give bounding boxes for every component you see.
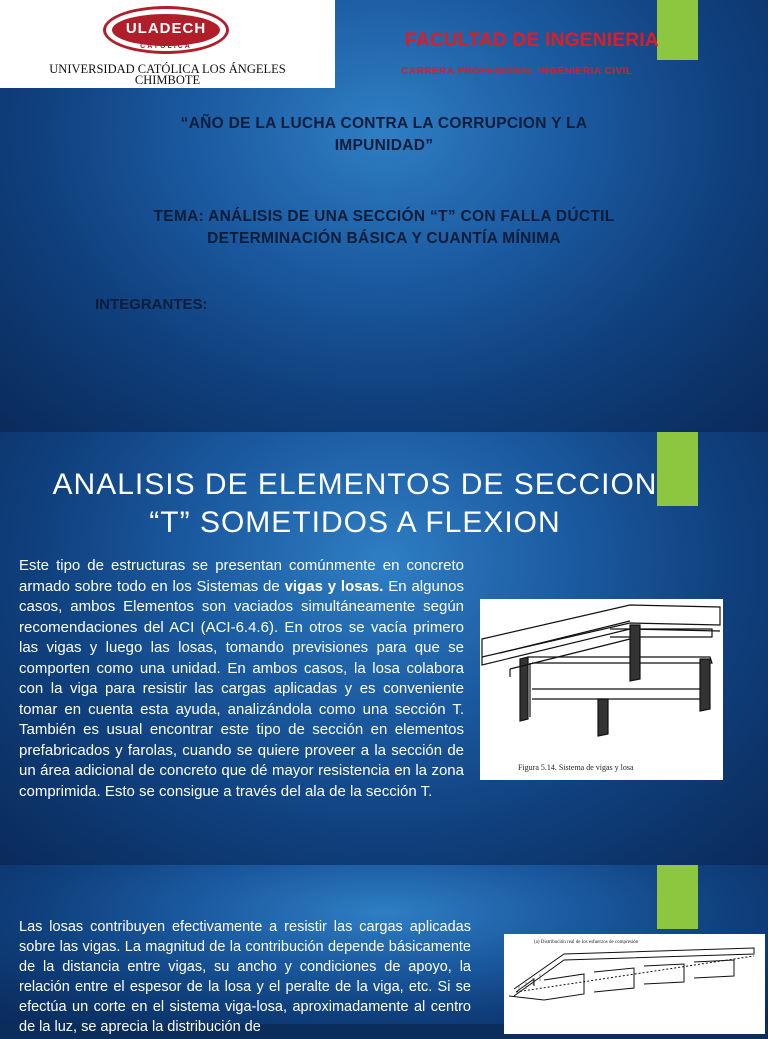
body-paragraph: Las losas contribuyen efectivamente a resistir las cargas aplicadas sobre las vigas. La magnitud de la contribución depende básicamente de la distancia entre vigas, su ancho y condiciones de apoyo, la relación entre el espesor de la losa y el peralte de la viga, etc. Si se efectúa un corte en el sistema viga-losa, aproximadamente al centro de la luz, se aprecia la distribución de (19, 919, 471, 1035)
logo-subtext: CATÓLICA (140, 43, 192, 50)
figure-caption: (a) Distribución real de los esfuerzos de compresión (534, 940, 639, 945)
content-slide-2 (0, 865, 768, 1035)
content-slide-1 (0, 432, 768, 865)
title-slide (0, 0, 768, 432)
logo-text: ULADECH (125, 20, 207, 37)
body-paragraph: Este tipo de estructuras se presentan comúnmente en concreto armado sobre todo en los Sistemas de vigas y losas. En algunos casos, ambos Elementos son vaciados simultáneamente según recomendaciones del ACI (ACI-6.4.6). En otros se vacía primero las vigas y luego las losas, tomando previsiones para que se comporten como una unidad. En ambos casos, la losa colabora con la viga para resistir las cargas aplicadas y es conveniente tomar en cuenta esta ayuda, analizándola como una sección T. También es usual encontrar este tipo de sección en elementos prefabricados y farolas, cuando se quiere proveer a la sección de un área adicional de concreto que dé mayor resistencia en la zona comprimida. Esto se consigue a través del ala de la sección T. (19, 557, 464, 800)
slide-title: ANALISIS DE ELEMENTOS DE SECCION “T” SOMETIDOS A FLEXION (52, 468, 658, 539)
stress-distribution-drawing (504, 934, 765, 1034)
accent-strip (657, 865, 698, 929)
uladech-logo (103, 6, 229, 54)
integrantes-label: INTEGRANTES: (95, 296, 208, 313)
university-logo-panel (0, 0, 335, 88)
career-subtitle: CARRERA PROFESIONAL INGENIERIA CIVIL (401, 66, 633, 77)
beam-slab-drawing (480, 599, 723, 759)
tema-title: TEMA: ANÁLISIS DE UNA SECCIÓN “T” CON FALLA DÚCTIL DETERMINACIÓN BÁSICA Y CUANTÍA MÍNIMA (153, 208, 615, 247)
beam-slab-figure (480, 599, 723, 780)
faculty-title: FACULTAD DE INGENIERIA (405, 30, 659, 51)
year-motto: “AÑO DE LA LUCHA CONTRA LA CORRUPCION Y LA IMPUNIDAD” (180, 115, 588, 154)
stress-distribution-figure (504, 934, 765, 1034)
university-name: UNIVERSIDAD CATÓLICA LOS ÁNGELES CHIMBOTE (49, 62, 286, 87)
figure-caption: Figura 5.14. Sistema de vigas y losa (518, 763, 634, 772)
accent-strip (657, 0, 698, 60)
